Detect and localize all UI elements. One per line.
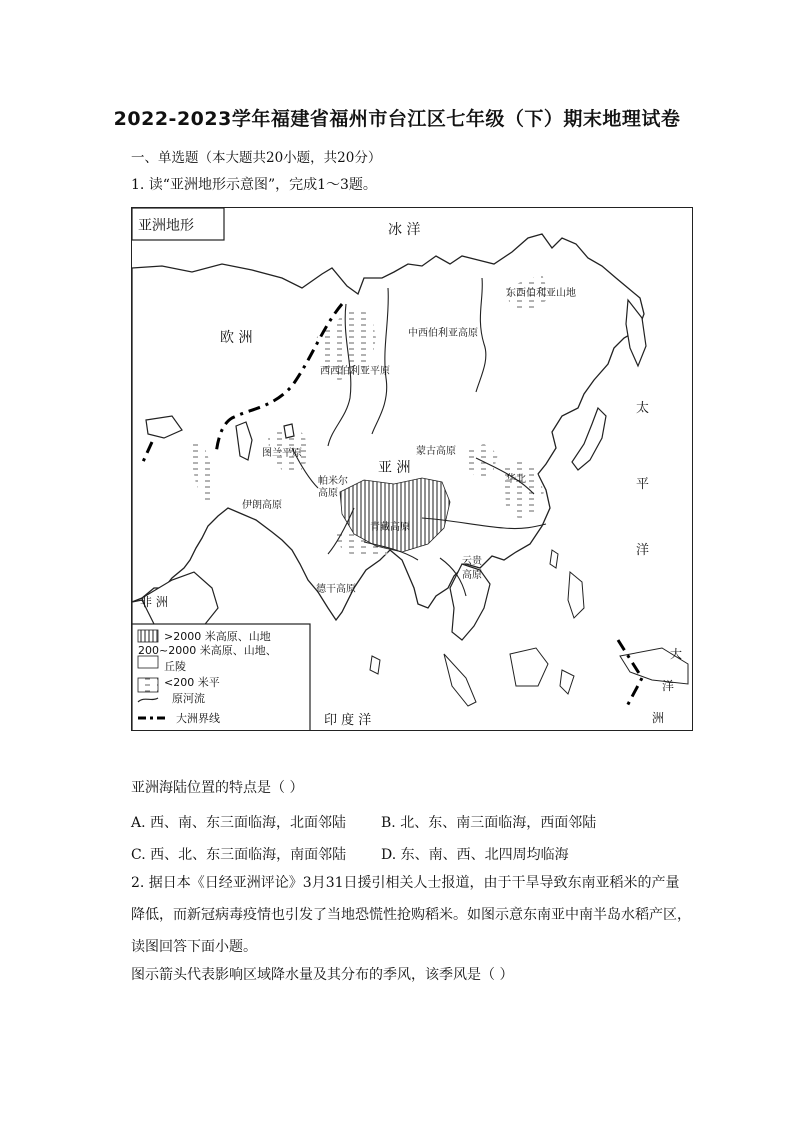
label-yungui: 云贵	[462, 556, 482, 567]
option-b[interactable]: B. 北、东、南三面临海，西面邻陆	[381, 815, 597, 831]
label-pamir: 帕米尔	[318, 476, 348, 487]
question-1-intro: 1. 读“亚洲地形示意图”，完成1～3题。	[131, 177, 377, 193]
borneo	[510, 648, 548, 686]
label-west-siberian-plain: 西西伯利亚平原	[320, 366, 390, 377]
legend-swatch-high	[138, 630, 158, 642]
legend-low-2: 原河流	[172, 692, 205, 705]
legend-swatch-mid	[138, 656, 158, 668]
label-oceania-2: 洋	[662, 679, 675, 693]
label-yungui-plateau: 高原	[462, 570, 482, 581]
label-africa: 非 洲	[140, 595, 168, 609]
map-legend	[132, 624, 310, 731]
label-asia: 亚 洲	[378, 460, 411, 476]
asia-map-svg	[132, 208, 693, 731]
legend-swatch-low	[138, 678, 158, 692]
legend-high: >2000 米高原、山地	[164, 630, 271, 643]
label-east-siberian-mountains: 东西伯利亚山地	[506, 288, 576, 299]
section-heading: 一、单选题（本大题共20小题，共20分）	[131, 150, 382, 166]
sumatra	[444, 654, 476, 706]
option-d[interactable]: D. 东、南、西、北四周均临海	[381, 847, 569, 863]
legend-mid-1: 200~2000 米高原、山地、	[138, 644, 277, 657]
label-mongolian-plateau: 蒙古高原	[416, 446, 456, 457]
question-2-line-3: 读图回答下面小题。	[131, 939, 257, 955]
option-a[interactable]: A. 西、南、东三面临海，北面邻陆	[131, 815, 347, 831]
aral-sea	[284, 424, 294, 438]
label-pamir-plateau: 高原	[318, 488, 338, 499]
option-c[interactable]: C. 西、北、东三面临海，南面邻陆	[131, 847, 347, 863]
sulawesi	[560, 670, 574, 694]
taiwan	[550, 550, 558, 568]
legend-mid-2: 丘陵	[164, 660, 186, 673]
label-pacific-1: 太	[636, 401, 650, 416]
label-oceania-1: 大	[670, 647, 683, 661]
philippines	[568, 572, 584, 618]
map-title: 亚洲地形	[138, 218, 194, 234]
label-central-siberian-plateau: 中西伯利亚高原	[408, 328, 478, 339]
question-2-line-2: 降低，而新冠病毒疫情也引发了当地恐慌性抢购稻米。如图示意东南亚中南半岛水稻产区，	[131, 907, 691, 923]
label-north-china: 华北	[506, 474, 526, 485]
label-iranian-plateau: 伊朗高原	[242, 500, 282, 511]
legend-low-1: <200 米平	[164, 676, 220, 689]
asia-terrain-map	[131, 207, 693, 731]
label-tibetan-plateau: 青藏高原	[370, 522, 410, 533]
label-oceania-3: 洲	[652, 711, 665, 725]
label-pacific-3: 洋	[636, 543, 650, 558]
japan	[572, 408, 606, 470]
label-indian-ocean: 印 度 洋	[324, 713, 372, 728]
label-deccan-plateau: 德干高原	[316, 584, 356, 595]
question-2-stem: 图示箭头代表影响区域降水量及其分布的季风，该季风是（ ）	[131, 967, 514, 983]
label-arctic-ocean: 冰 洋	[388, 222, 421, 238]
label-europe: 欧 洲	[220, 330, 253, 346]
label-turan-plain: 图兰平原	[262, 448, 302, 459]
legend-boundary: 大洲界线	[176, 712, 220, 725]
label-pacific-2: 平	[636, 477, 650, 492]
exam-title: 2022-2023学年福建省福州市台江区七年级（下）期末地理试卷	[113, 108, 681, 130]
question-1-stem: 亚洲海陆位置的特点是（ ）	[131, 780, 304, 796]
question-2-line-1: 2. 据日本《日经亚洲评论》3月31日援引相关人士报道，由于干旱导致东南亚稻米的产量	[131, 875, 680, 891]
sri-lanka	[370, 656, 380, 674]
